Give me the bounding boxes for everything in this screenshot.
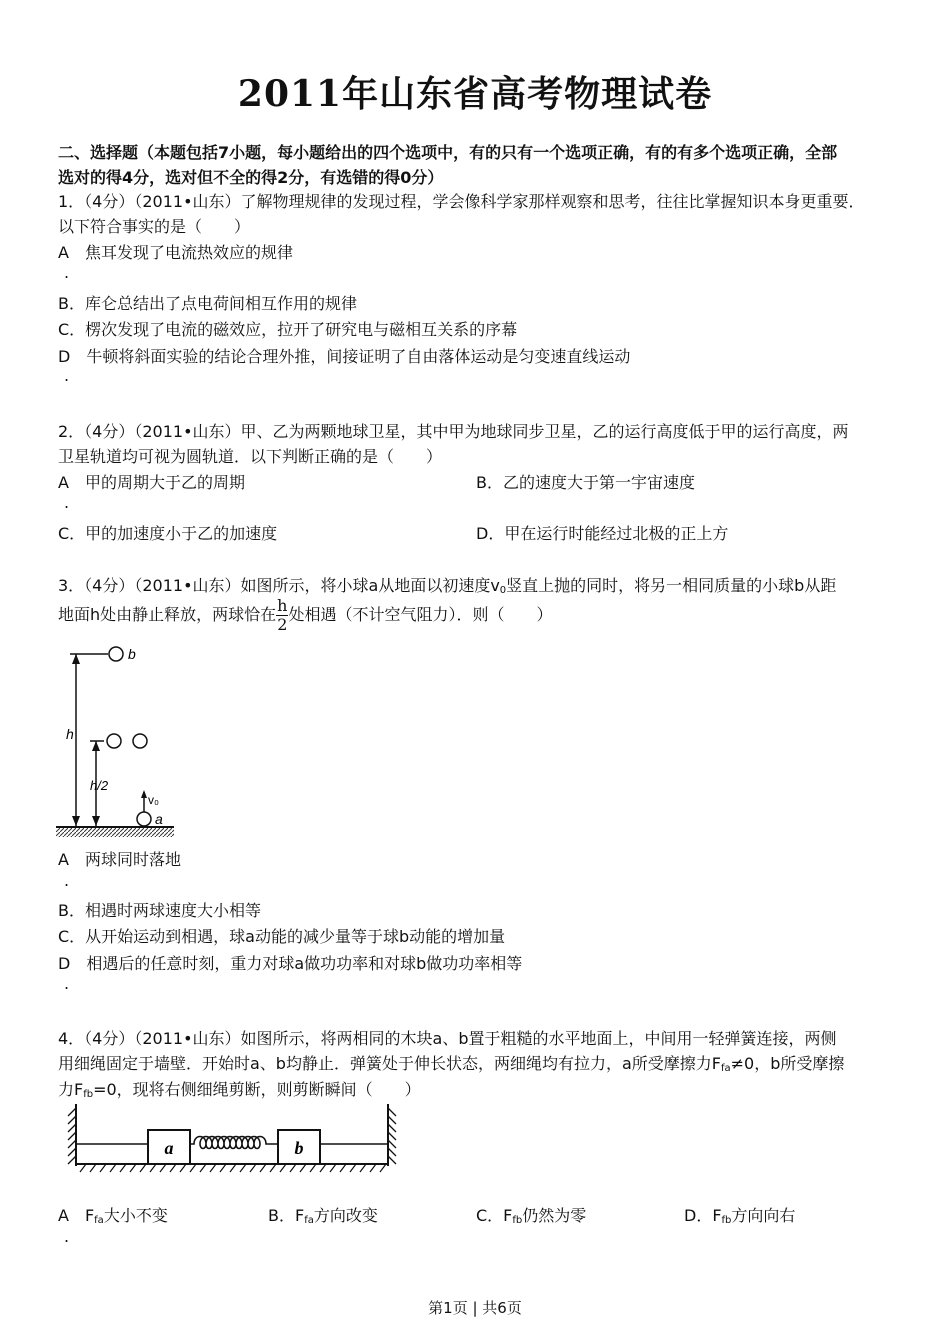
q4-stem-line2: 用细绳固定于墙壁．开始时a、b均静止．弹簧处于伸长状态，两细绳均有拉力，a所受摩擦力$F_{fa}\ne 0$，b所受摩擦 bbox=[58, 1054, 845, 1074]
q1-stem-line2: 以下符合事实的是（ ） bbox=[58, 217, 251, 236]
q4-option-d: D．$F_{fb}$方向向右 bbox=[684, 1206, 796, 1226]
velocity-arrow bbox=[141, 790, 147, 812]
label-b: b bbox=[128, 646, 136, 662]
q4-option-c: C．$F_{fb}$仍然为零 bbox=[476, 1206, 587, 1226]
q2-option-b: B．乙的速度大于第一宇宙速度 bbox=[476, 473, 695, 492]
page-footer: 第1页 | 共6页 bbox=[428, 1299, 522, 1317]
q3-figure bbox=[56, 640, 180, 840]
q1-option-c: C．楞次发现了电流的磁效应，拉开了研究电与磁相互关系的序幕 bbox=[58, 320, 518, 339]
q2-option-a: A 甲的周期大于乙的周期 bbox=[58, 473, 245, 492]
height-h-arrow bbox=[70, 654, 108, 826]
fraction-h-over-2: $\frac{h}{2}$ bbox=[277, 596, 288, 634]
right-wall bbox=[388, 1104, 396, 1166]
label-a: a bbox=[155, 811, 163, 827]
ball-b-start bbox=[109, 647, 123, 661]
left-wall bbox=[68, 1104, 76, 1166]
ball-a bbox=[137, 812, 151, 826]
spring bbox=[190, 1137, 278, 1149]
q1-option-b: B．库仑总结出了点电荷间相互作用的规律 bbox=[58, 294, 357, 313]
ball-meet-2 bbox=[133, 734, 147, 748]
q1-stem-line1: 1．（4分）（2011•山东）了解物理规律的发现过程，学会像科学家那样观察和思考，往往比掌握知识本身更重要． bbox=[58, 192, 865, 211]
q1-option-d-dot: . bbox=[64, 366, 70, 385]
section-header-line2: 选对的得4分，选对但不全的得2分，有选错的得0分） bbox=[58, 168, 444, 187]
q2-option-c: C．甲的加速度小于乙的加速度 bbox=[58, 524, 278, 543]
q4-option-b: B．$F_{fa}$方向改变 bbox=[268, 1206, 378, 1226]
ground bbox=[56, 827, 174, 837]
page-title: 2011年山东省高考物理试卷 bbox=[237, 73, 713, 115]
section-header-line1: 二、选择题（本题包括7小题，每小题给出的四个选项中，有的只有一个选项正确，有的有多个选项正确，全部 bbox=[58, 143, 838, 162]
q3-option-d-dot: . bbox=[64, 974, 70, 993]
label-h: h bbox=[66, 726, 74, 742]
floor bbox=[76, 1164, 388, 1172]
q3-stem-line2: 地面h处由静止释放，两球恰在 $\frac{h}{2}$ 处相遇（不计空气阻力）．则（ ） bbox=[58, 596, 553, 634]
q4-figure bbox=[64, 1100, 404, 1178]
q4-stem-line1: 4．（4分）（2011•山东）如图所示，将两相同的木块a、b置于粗糙的水平地面上，中间用一轻弹簧连接，两侧 bbox=[58, 1029, 837, 1048]
q3-option-a-dot: . bbox=[64, 871, 70, 890]
q3-option-d: D 相遇后的任意时刻，重力对球a做功功率和对球b做功功率相等 bbox=[58, 954, 523, 973]
block-b-label: b bbox=[294, 1138, 304, 1158]
block-a-label: a bbox=[164, 1138, 174, 1158]
q4-option-a: A $F_{fa}$大小不变 bbox=[58, 1206, 168, 1226]
q2-option-d: D．甲在运行时能经过北极的正上方 bbox=[476, 524, 729, 543]
q1-option-d: D 牛顿将斜面实验的结论合理外推，间接证明了自由落体运动是匀变速直线运动 bbox=[58, 347, 631, 366]
q2-stem-line2: 卫星轨道均可视为圆轨道．以下判断正确的是（ ） bbox=[58, 447, 443, 466]
q3-stem-line1: 3．（4分）（2011•山东）如图所示，将小球a从地面以初速度$v_0$竖直上抛的同时，将另一相同质量的小球b从距 bbox=[58, 576, 837, 596]
q2-option-a-dot: . bbox=[64, 493, 70, 512]
q3-option-b: B．相遇时两球速度大小相等 bbox=[58, 901, 261, 920]
label-v0: v₀ bbox=[148, 793, 159, 807]
q3-option-c: C．从开始运动到相遇，球a动能的减少量等于球b动能的增加量 bbox=[58, 927, 506, 946]
ball-meet-1 bbox=[107, 734, 121, 748]
q3-option-a: A 两球同时落地 bbox=[58, 850, 181, 869]
q1-option-a-dot: . bbox=[64, 263, 70, 282]
q2-stem-line1: 2．（4分）（2011•山东）甲、乙为两颗地球卫星，其中甲为地球同步卫星，乙的运行高度低于甲的运行高度，两 bbox=[58, 422, 849, 441]
label-h2: h/2 bbox=[90, 778, 109, 793]
q1-option-a: A 焦耳发现了电流热效应的规律 bbox=[58, 243, 293, 262]
q4-option-a-dot: . bbox=[64, 1227, 70, 1246]
q4-stem-line3: 力$F_{fb}=0$，现将右侧细绳剪断，则剪断瞬间（ ） bbox=[58, 1080, 421, 1100]
